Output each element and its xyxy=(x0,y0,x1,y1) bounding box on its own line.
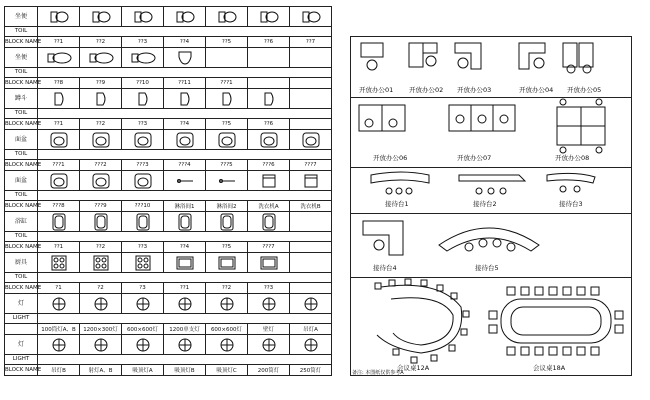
basin-icon xyxy=(38,171,80,191)
block-name-header: BLOCK NAME xyxy=(5,78,38,89)
spacer-cell xyxy=(38,355,332,365)
block-name-cell: ???3 xyxy=(122,160,164,171)
lamp-icon xyxy=(80,335,122,355)
stove-icon xyxy=(80,253,122,273)
toilet-top-icon xyxy=(80,7,122,27)
block-name-cell: ??6 xyxy=(248,119,290,130)
block-name-cell: 淋浴间1 xyxy=(164,201,206,212)
spacer-cell xyxy=(38,68,332,78)
block-name-cell: ???8 xyxy=(38,201,80,212)
urinal-icon xyxy=(248,89,290,109)
workstation-icon xyxy=(449,105,515,131)
block-name-cell: ??5 xyxy=(206,37,248,48)
category-name: 坐便 xyxy=(5,7,38,27)
bathtub-icon xyxy=(38,212,80,232)
basin-icon xyxy=(38,130,80,150)
toilet-front-icon xyxy=(164,48,206,68)
category-name: 面盆 xyxy=(5,171,38,191)
block-name-cell: 洗衣机A xyxy=(248,201,290,212)
label-reception-3: 接待台3 xyxy=(559,200,583,208)
block-name-cell: 200筒灯 xyxy=(248,365,290,376)
washer-icon xyxy=(290,171,332,191)
block-name-cell: ??7 xyxy=(290,37,332,48)
footnote: 备注: 本图纸仅供参考A xyxy=(352,370,404,376)
block-name-cell: 600×600灯 xyxy=(122,324,164,335)
meeting-table-row-drawing xyxy=(351,277,631,375)
category-code: TOIL xyxy=(5,273,38,283)
reception-row-1 xyxy=(351,167,631,214)
basin-icon xyxy=(248,130,290,150)
lamp-icon xyxy=(290,335,332,355)
urinal-icon xyxy=(38,89,80,109)
block-name-cell: ???2 xyxy=(80,160,122,171)
block-name-cell: ??4 xyxy=(164,242,206,253)
block-name-cell: ??9 xyxy=(80,78,122,89)
block-name-cell: ???9 xyxy=(80,201,122,212)
block-name-cell xyxy=(290,283,332,294)
category-code: LIGHT xyxy=(5,314,38,324)
label-open-office-01: 开放办公01 xyxy=(359,86,394,94)
block-name-cell: 壁灯 xyxy=(248,324,290,335)
lamp-icon xyxy=(290,294,332,314)
label-open-office-07: 开放办公07 xyxy=(457,154,492,162)
corner-reception-desk-icon xyxy=(363,221,403,255)
toilet-top-icon xyxy=(38,7,80,27)
basin-icon xyxy=(80,171,122,191)
lamp-icon xyxy=(164,335,206,355)
block-name-cell: 洗衣机B xyxy=(290,201,332,212)
block-name-cell xyxy=(290,119,332,130)
sink-icon xyxy=(164,253,206,273)
block-name-cell: ??1 xyxy=(38,242,80,253)
chair-icon xyxy=(458,58,468,68)
reception-desk-icon xyxy=(547,173,595,183)
block-name-cell: 250筒灯 xyxy=(290,365,332,376)
block-name-header xyxy=(5,324,38,335)
block-name-cell xyxy=(290,242,332,253)
block-name-header: BLOCK NAME xyxy=(5,119,38,130)
empty-cell xyxy=(206,48,248,68)
category-code: TOIL xyxy=(5,232,38,242)
block-name-cell: ??10 xyxy=(122,78,164,89)
category-code: LIGHT xyxy=(5,355,38,365)
block-name-header: BLOCK NAME xyxy=(5,365,38,376)
meeting-table-row xyxy=(351,277,631,375)
toilet-side-icon xyxy=(80,48,122,68)
block-name-cell: 吸顶灯B xyxy=(164,365,206,376)
block-name-cell: ??3 xyxy=(122,242,164,253)
block-name-cell: ?1 xyxy=(38,283,80,294)
block-name-cell: ??1 xyxy=(38,37,80,48)
block-name-cell: ?2 xyxy=(80,283,122,294)
chair-icon xyxy=(426,56,436,66)
urinal-icon xyxy=(80,89,122,109)
block-name-cell: 600×600灯 xyxy=(206,324,248,335)
shower-icon xyxy=(206,171,248,191)
toilet-top-icon xyxy=(122,7,164,27)
basin-icon xyxy=(122,130,164,150)
label-reception-1: 接待台1 xyxy=(385,200,409,208)
block-name-cell: 吸顶灯C xyxy=(206,365,248,376)
category-code: TOIL xyxy=(5,109,38,119)
office-furniture-panel xyxy=(350,36,632,376)
bathtub-icon xyxy=(206,212,248,232)
bathtub-icon xyxy=(164,212,206,232)
block-name-cell: 100筒灯A、B xyxy=(38,324,80,335)
category-name: 面盆 xyxy=(5,130,38,150)
category-code: TOIL xyxy=(5,68,38,78)
basin-icon xyxy=(290,130,332,150)
category-code: TOIL xyxy=(5,191,38,201)
block-name-header: BLOCK NAME xyxy=(5,283,38,294)
block-name-cell: ???1 xyxy=(38,160,80,171)
block-name-cell: ???10 xyxy=(122,201,164,212)
category-name: 蹲斗 xyxy=(5,89,38,109)
block-name-cell: 1200单支灯 xyxy=(164,324,206,335)
curved-reception-desk-icon xyxy=(439,228,539,251)
block-name-cell: ???5 xyxy=(206,160,248,171)
spacer-cell xyxy=(38,109,332,119)
block-name-cell: ??3 xyxy=(248,283,290,294)
label-reception-4: 接待台4 xyxy=(373,264,397,272)
l-desk-icon xyxy=(519,43,545,69)
block-name-cell: ??5 xyxy=(206,242,248,253)
block-name-header: BLOCK NAME xyxy=(5,37,38,48)
label-meeting-table-12a: 会议桌12A xyxy=(397,364,430,372)
lamp-icon xyxy=(38,294,80,314)
block-name-cell: 淋浴间2 xyxy=(206,201,248,212)
shower-icon xyxy=(164,171,206,191)
label-open-office-06: 开放办公06 xyxy=(373,154,408,162)
urinal-icon xyxy=(122,89,164,109)
block-name-cell: ???4 xyxy=(164,160,206,171)
lamp-icon xyxy=(38,335,80,355)
spacer-cell xyxy=(38,314,332,324)
urinal-icon xyxy=(164,89,206,109)
block-name-cell: 射灯A、B xyxy=(80,365,122,376)
stove-icon xyxy=(122,253,164,273)
chair-icon xyxy=(534,58,544,68)
category-name: 厨具 xyxy=(5,253,38,273)
category-code: TOIL xyxy=(5,150,38,160)
basin-icon xyxy=(80,130,122,150)
label-open-office-04: 开放办公04 xyxy=(519,86,554,94)
block-name-cell: ???6 xyxy=(248,160,290,171)
lamp-icon xyxy=(248,294,290,314)
block-name-cell: ??5 xyxy=(206,119,248,130)
bathtub-icon xyxy=(80,212,122,232)
lamp-icon xyxy=(206,335,248,355)
urinal-icon xyxy=(206,89,248,109)
block-name-header: BLOCK NAME xyxy=(5,242,38,253)
desk-icon xyxy=(409,43,423,67)
block-name-cell: ??1 xyxy=(38,119,80,130)
block-library-table xyxy=(4,6,332,398)
block-name-header: BLOCK NAME xyxy=(5,160,38,171)
lamp-icon xyxy=(248,335,290,355)
block-name-header: BLOCK NAME xyxy=(5,201,38,212)
basin-icon xyxy=(122,171,164,191)
label-reception-2: 接待台2 xyxy=(473,200,497,208)
open-office-row-1 xyxy=(351,37,631,98)
toilet-side-icon xyxy=(38,48,80,68)
spacer-cell xyxy=(38,150,332,160)
label-open-office-08: 开放办公08 xyxy=(555,154,590,162)
basin-icon xyxy=(164,130,206,150)
washer-icon xyxy=(248,171,290,191)
toilet-top-icon xyxy=(164,7,206,27)
reception-desk-icon xyxy=(371,172,429,183)
chair-icon xyxy=(367,60,377,70)
lamp-icon xyxy=(122,335,164,355)
category-name: 灯 xyxy=(5,294,38,314)
reception-row-2 xyxy=(351,213,631,278)
block-name-cell: ??2 xyxy=(80,37,122,48)
open-office-row-2 xyxy=(351,97,631,168)
block-name-cell: ?3 xyxy=(122,283,164,294)
desk-icon xyxy=(563,43,577,67)
spacer-cell xyxy=(38,191,332,201)
meeting-table-18-icon xyxy=(501,299,611,343)
lamp-icon xyxy=(164,294,206,314)
block-name-cell: ??2 xyxy=(206,283,248,294)
empty-cell xyxy=(248,48,290,68)
empty-cell xyxy=(290,89,332,109)
category-code: TOIL xyxy=(5,27,38,37)
reception-desk-icon xyxy=(459,175,525,181)
lamp-icon xyxy=(206,294,248,314)
label-open-office-02: 开放办公02 xyxy=(409,86,444,94)
label-reception-5: 接待台5 xyxy=(475,264,499,272)
block-table xyxy=(4,6,332,376)
spacer-cell xyxy=(38,27,332,37)
meeting-table-12-icon xyxy=(377,285,462,353)
toilet-top-icon xyxy=(248,7,290,27)
spacer-cell xyxy=(38,273,332,283)
block-name-cell: ??2 xyxy=(80,119,122,130)
bathtub-icon xyxy=(248,212,290,232)
sink-icon xyxy=(206,253,248,273)
block-name-cell: ??4 xyxy=(164,37,206,48)
block-name-cell: ???7 xyxy=(290,160,332,171)
empty-cell xyxy=(290,48,332,68)
category-name: 浴缸 xyxy=(5,212,38,232)
empty-cell xyxy=(290,212,332,232)
toilet-top-icon xyxy=(290,7,332,27)
block-name-cell: ??4 xyxy=(164,119,206,130)
bathtub-icon xyxy=(122,212,164,232)
block-name-cell xyxy=(248,78,290,89)
block-name-cell: 吊灯B xyxy=(38,365,80,376)
empty-cell xyxy=(290,253,332,273)
label-open-office-05: 开放办公05 xyxy=(567,86,602,94)
lamp-icon xyxy=(80,294,122,314)
block-name-cell: 吸顶灯A xyxy=(122,365,164,376)
block-name-cell: 吊灯A xyxy=(290,324,332,335)
category-name: 坐便 xyxy=(5,48,38,68)
label-meeting-table-18a: 会议桌18A xyxy=(533,364,566,372)
label-open-office-03: 开放办公03 xyxy=(457,86,492,94)
block-name-cell: ??11 xyxy=(164,78,206,89)
basin-icon xyxy=(206,130,248,150)
category-name: 灯 xyxy=(5,335,38,355)
toilet-top-icon xyxy=(206,7,248,27)
block-name-cell xyxy=(290,78,332,89)
toilet-side-icon xyxy=(122,48,164,68)
block-name-cell: ??2 xyxy=(80,242,122,253)
sink-icon xyxy=(248,253,290,273)
stove-icon xyxy=(38,253,80,273)
lamp-icon xyxy=(122,294,164,314)
block-name-cell: ??6 xyxy=(248,37,290,48)
block-name-cell: ??3 xyxy=(122,37,164,48)
desk-icon xyxy=(361,43,383,57)
block-name-cell: ??8 xyxy=(38,78,80,89)
spacer-cell xyxy=(38,232,332,242)
block-name-cell: ???1 xyxy=(206,78,248,89)
block-name-cell: ???7 xyxy=(248,242,290,253)
block-name-cell: 1200×300灯 xyxy=(80,324,122,335)
block-name-cell: ??1 xyxy=(164,283,206,294)
block-name-cell: ??3 xyxy=(122,119,164,130)
